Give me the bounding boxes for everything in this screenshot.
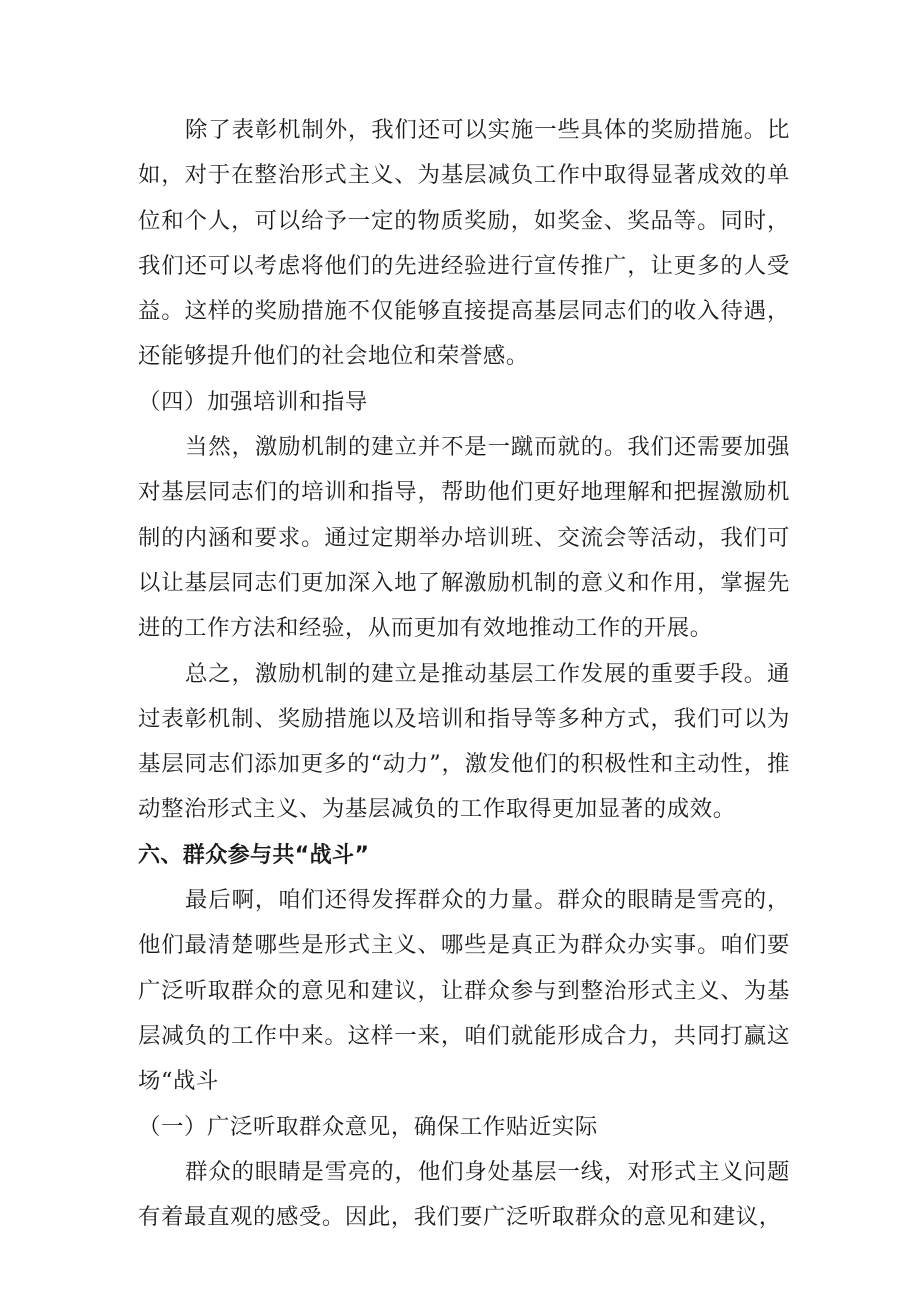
- paragraph-public-feedback: 群众的眼睛是雪亮的，他们身处基层一线，对形式主义问题有着最直观的感受。因此，我们要广泛听取群众的意见和建议，: [138, 1158, 790, 1231]
- subheading-training-guidance: （四）加强培训和指导: [138, 388, 368, 415]
- paragraph-reward-measures: 除了表彰机制外，我们还可以实施一些具体的奖励措施。比如，对于在整治形式主义、为基层减负工作中取得显著成效的单位和个人，可以给予一定的物质奖励，如奖金、奖品等。同时，我们还可以考虑将他们的先进经验进行宣传推广，让更多的人受益。这样的奖励措施不仅能够直接提高基层同志们的收入待遇，还能够提升他们的社会地位和荣誉感。: [138, 117, 790, 370]
- document-body: [138, 108, 790, 1240]
- paragraph-summary: 总之，激励机制的建立是推动基层工作发展的重要手段。通过表彰机制、奖励措施以及培训和指导等多种方式，我们可以为基层同志们添加更多的“动力”，激发他们的积极性和主动性，推动整治形式主义、为基层减负的工作取得更加显著的成效。: [138, 660, 790, 823]
- section-heading-public-participation: 六、群众参与共“战斗”: [138, 842, 370, 868]
- subheading-listen-to-public: （一）广泛听取群众意见，确保工作贴近实际: [138, 1113, 598, 1140]
- paragraph-public-power: 最后啊，咱们还得发挥群众的力量。群众的眼睛是雪亮的，他们最清楚哪些是形式主义、哪些是真正为群众办实事。咱们要广泛听取群众的意见和建议，让群众参与到整治形式主义、为基层减负的工作中来。这样一来，咱们就能形成合力，共同打赢这场“战斗: [138, 887, 790, 1095]
- paragraph-training: 当然，激励机制的建立并不是一蹴而就的。我们还需要加强对基层同志们的培训和指导，帮助他们更好地理解和把握激励机制的内涵和要求。通过定期举办培训班、交流会等活动，我们可以让基层同志们更加深入地了解激励机制的意义和作用，掌握先进的工作方法和经验，从而更加有效地推动工作的开展。: [138, 434, 790, 642]
